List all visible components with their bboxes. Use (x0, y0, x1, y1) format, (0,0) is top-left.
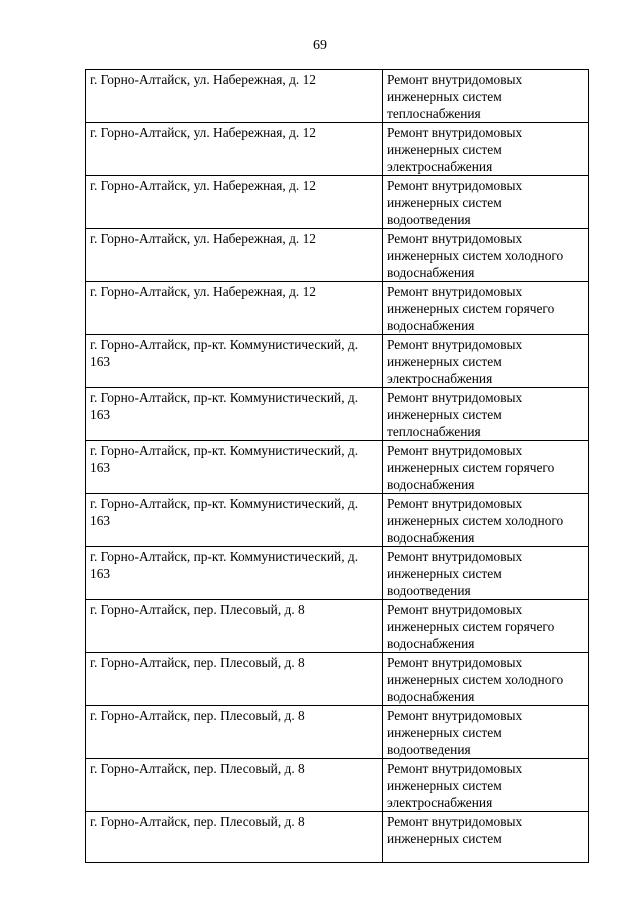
page-number: 69 (313, 38, 327, 53)
work-type-cell: Ремонт внутридомовых инженерных систем теплоснабжения (383, 70, 589, 123)
work-type-cell: Ремонт внутридомовых инженерных систем горячего водоснабжения (383, 282, 589, 335)
address-cell: г. Горно-Алтайск, пр-кт. Коммунистический, д. 163 (86, 388, 383, 441)
table-row (86, 653, 589, 706)
address-cell: г. Горно-Алтайск, ул. Набережная, д. 12 (86, 70, 383, 123)
work-type-cell: Ремонт внутридомовых инженерных систем горячего водоснабжения (383, 600, 589, 653)
address-cell: г. Горно-Алтайск, ул. Набережная, д. 12 (86, 123, 383, 176)
table-row (86, 388, 589, 441)
address-cell: г. Горно-Алтайск, пер. Плесовый, д. 8 (86, 812, 383, 863)
work-type-cell: Ремонт внутридомовых инженерных систем холодного водоснабжения (383, 494, 589, 547)
work-type-cell: Ремонт внутридомовых инженерных систем холодного водоснабжения (383, 229, 589, 282)
work-type-cell: Ремонт внутридомовых инженерных систем (383, 812, 589, 863)
work-type-cell: Ремонт внутридомовых инженерных систем электроснабжения (383, 123, 589, 176)
address-cell: г. Горно-Алтайск, пр-кт. Коммунистический, д. 163 (86, 494, 383, 547)
table-row (86, 282, 589, 335)
work-type-cell: Ремонт внутридомовых инженерных систем теплоснабжения (383, 388, 589, 441)
table-row (86, 335, 589, 388)
works-table (85, 69, 589, 863)
table-row (86, 494, 589, 547)
table-row (86, 229, 589, 282)
address-cell: г. Горно-Алтайск, пер. Плесовый, д. 8 (86, 759, 383, 812)
table-row (86, 123, 589, 176)
work-type-cell: Ремонт внутридомовых инженерных систем горячего водоснабжения (383, 441, 589, 494)
address-cell: г. Горно-Алтайск, пр-кт. Коммунистический, д. 163 (86, 547, 383, 600)
table-row (86, 441, 589, 494)
work-type-cell: Ремонт внутридомовых инженерных систем холодного водоснабжения (383, 653, 589, 706)
address-cell: г. Горно-Алтайск, пр-кт. Коммунистический, д. 163 (86, 441, 383, 494)
address-cell: г. Горно-Алтайск, ул. Набережная, д. 12 (86, 229, 383, 282)
table-row (86, 706, 589, 759)
works-table-body (86, 70, 589, 863)
work-type-cell: Ремонт внутридомовых инженерных систем водоотведения (383, 706, 589, 759)
work-type-cell: Ремонт внутридомовых инженерных систем водоотведения (383, 176, 589, 229)
address-cell: г. Горно-Алтайск, пер. Плесовый, д. 8 (86, 706, 383, 759)
work-type-cell: Ремонт внутридомовых инженерных систем электроснабжения (383, 335, 589, 388)
table-row (86, 600, 589, 653)
table-row (86, 759, 589, 812)
address-cell: г. Горно-Алтайск, пр-кт. Коммунистический, д. 163 (86, 335, 383, 388)
address-cell: г. Горно-Алтайск, пер. Плесовый, д. 8 (86, 600, 383, 653)
table-row (86, 812, 589, 863)
table-row (86, 547, 589, 600)
table-row (86, 70, 589, 123)
address-cell: г. Горно-Алтайск, ул. Набережная, д. 12 (86, 282, 383, 335)
work-type-cell: Ремонт внутридомовых инженерных систем электроснабжения (383, 759, 589, 812)
work-type-cell: Ремонт внутридомовых инженерных систем водоотведения (383, 547, 589, 600)
address-cell: г. Горно-Алтайск, ул. Набережная, д. 12 (86, 176, 383, 229)
address-cell: г. Горно-Алтайск, пер. Плесовый, д. 8 (86, 653, 383, 706)
table-row (86, 176, 589, 229)
